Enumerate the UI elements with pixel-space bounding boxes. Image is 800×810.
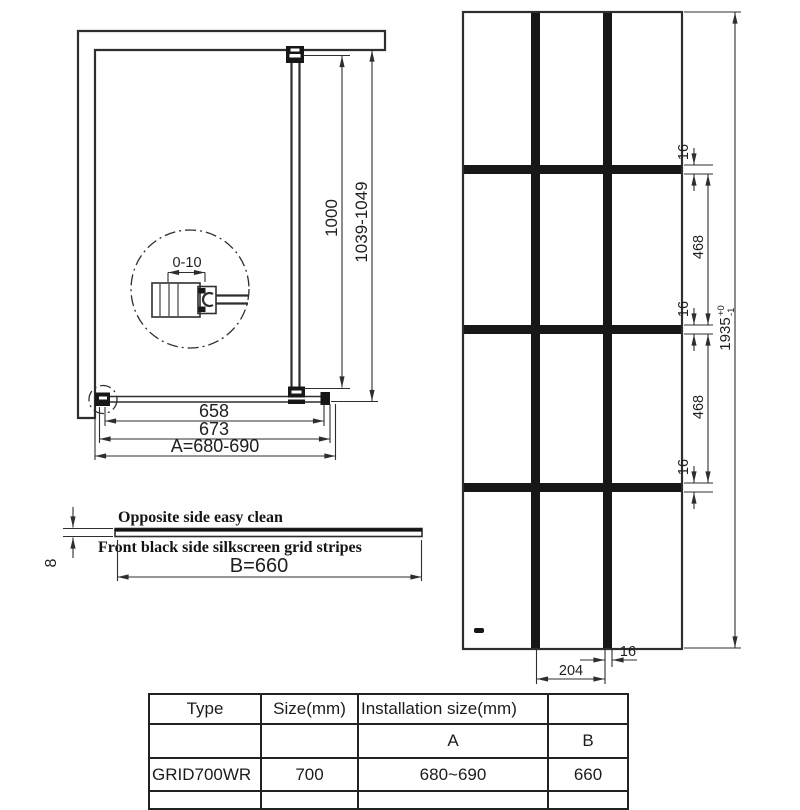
dim-673-label: 673	[198, 419, 230, 439]
table-subheader-row	[149, 724, 628, 758]
dim-height-tol-upper: +0	[716, 305, 727, 316]
subheader-empty	[149, 724, 261, 758]
header-installation-size: Installation size(mm)	[358, 694, 548, 724]
dim-stripe-label: 16	[676, 143, 692, 161]
cell-install-a: 680~690	[358, 758, 548, 791]
horizontal-stripe	[464, 483, 681, 492]
wall-profile-plan	[95, 393, 110, 407]
label-front-black-side: Front black side silkscreen grid stripes	[98, 539, 362, 556]
subheader-empty	[261, 724, 358, 758]
dim-height-tol-lower: -1	[726, 307, 737, 316]
subheader-b: B	[548, 724, 628, 758]
plan-view	[78, 31, 385, 460]
label-opposite-side: Opposite side easy clean	[118, 509, 283, 526]
section-view	[43, 507, 422, 581]
cell-install-b: 660	[548, 758, 628, 791]
front-view	[463, 12, 741, 684]
detail-wall-profile	[152, 283, 200, 317]
plan-vertical-dimensions	[303, 51, 378, 402]
cell-size: 700	[261, 758, 358, 791]
support-bar-bottom-bracket	[288, 387, 305, 405]
dim-span-label: 204	[558, 663, 584, 679]
table-header-row	[149, 694, 628, 724]
front-right-dimensions	[676, 12, 741, 648]
detail-circle-large	[131, 230, 249, 348]
dim-adjust-range-label: 0-10	[172, 255, 202, 271]
dim-gap-label: 468	[691, 394, 707, 420]
dim-gap-label: 468	[691, 234, 707, 260]
support-bar-top-bracket	[286, 46, 304, 63]
dim-height-label: 1935	[717, 317, 734, 351]
horizontal-stripe	[464, 325, 681, 334]
dim-stripe-label: 16	[676, 300, 692, 318]
logo-sticker	[474, 628, 484, 633]
header-type: Type	[149, 694, 261, 724]
dim-658-label: 658	[198, 401, 230, 421]
plan-horizontal-dimensions	[95, 401, 336, 460]
subheader-a: A	[358, 724, 548, 758]
thickness-dimension	[43, 507, 113, 567]
header-size: Size(mm)	[261, 694, 358, 724]
horizontal-stripe	[464, 165, 681, 174]
spec-table-grid	[148, 693, 629, 810]
table-row-partial	[149, 791, 628, 809]
spec-table	[148, 693, 629, 810]
dim-stripe-bottom-label: 16	[619, 644, 637, 660]
glass-end-cap	[321, 392, 331, 405]
dim-install-width-label: A=680-690	[170, 436, 260, 456]
dim-height-group	[716, 305, 737, 351]
dim-thickness-label: 8	[43, 558, 60, 568]
header-empty	[548, 694, 628, 724]
dim-stripe-label: 16	[676, 458, 692, 476]
dim-install-depth-label: 1039-1049	[352, 181, 371, 263]
table-row	[149, 758, 628, 791]
dim-bar-length-label: 1000	[322, 199, 341, 237]
detail-view	[131, 230, 249, 348]
detail-clamp-c-shape	[203, 293, 213, 306]
cell-type: GRID700WR	[149, 758, 261, 791]
dim-b-label: B=660	[229, 555, 289, 577]
